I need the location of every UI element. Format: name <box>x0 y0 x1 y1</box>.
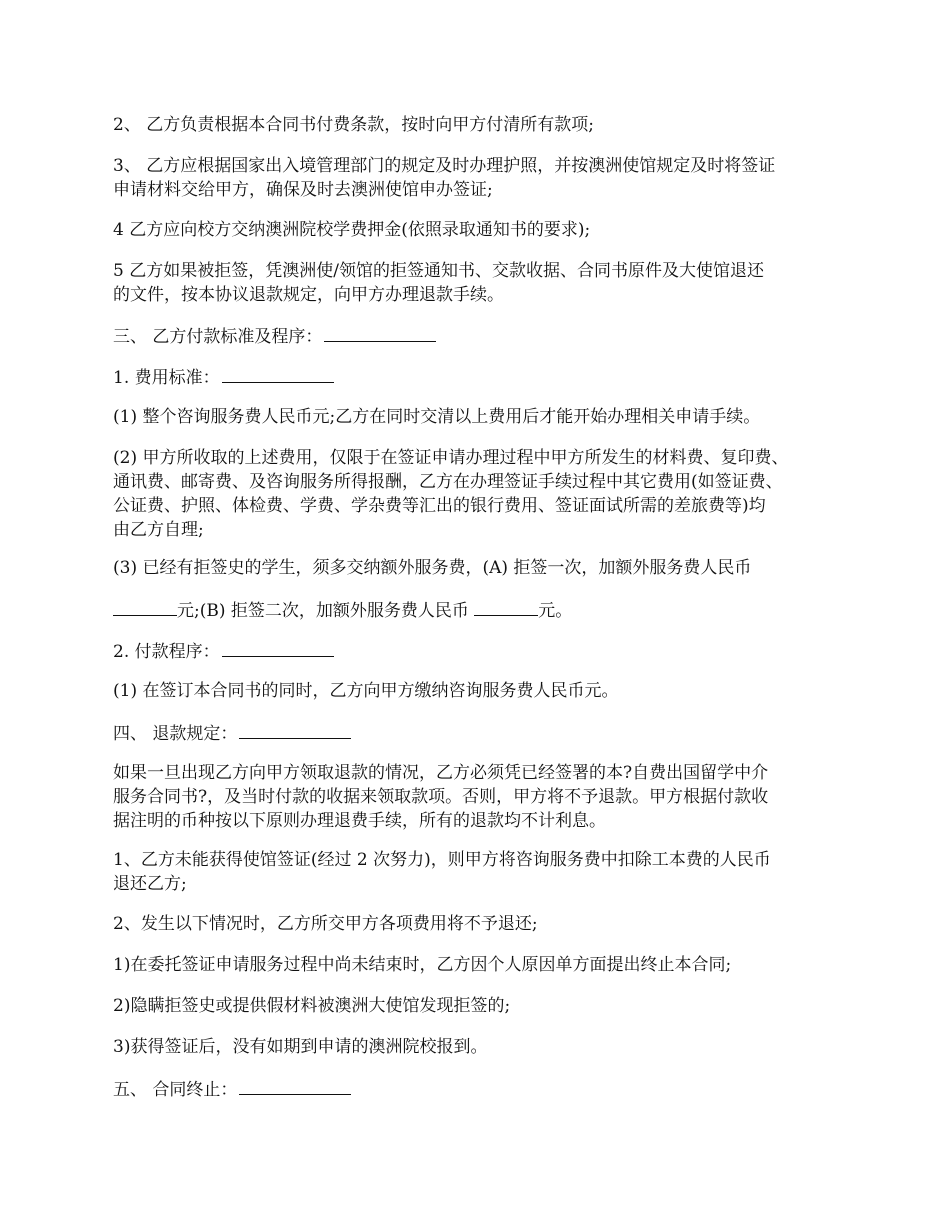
fill-in-blank <box>324 323 436 342</box>
paragraph-refund-case-2 <box>113 994 841 1018</box>
paragraph-refund-case-1 <box>113 953 841 977</box>
heading-text: 2. 付款程序： <box>113 642 220 662</box>
text-line: (1) 在签订本合同书的同时，乙方向甲方缴纳咨询服务费人民币元。 <box>113 681 619 701</box>
paragraph-fee-3-blanks <box>113 597 841 623</box>
text-line: 3、 乙方应根据国家出入境管理部门的规定及时办理护照，并按澳洲使馆规定及时将签证 <box>113 156 776 176</box>
fill-in-blank <box>222 364 334 383</box>
text-line: 3)获得签证后，没有如期到申请的澳洲院校报到。 <box>113 1037 488 1057</box>
paragraph-fee-1 <box>113 405 841 429</box>
text-line: 如果一旦出现乙方向甲方领取退款的情况，乙方必须凭已经签署的本?自费出国留学中介 <box>113 763 769 783</box>
paragraph-refund-intro <box>113 761 841 833</box>
heading-text: 1. 费用标准： <box>113 368 220 388</box>
paragraph-fee-3 <box>113 556 841 580</box>
text-line: (3) 已经有拒签史的学生，须多交纳额外服务费，(A) 拒签一次，加额外服务费人民币 <box>113 558 752 578</box>
fill-in-blank <box>474 597 538 616</box>
text-line: (2) 甲方所收取的上述费用，仅限于在签证申请办理过程中甲方所发生的材料费、复印费、 <box>113 448 789 468</box>
text-line: 2、 乙方负责根据本合同书付费条款，按时向甲方付清所有款项; <box>113 115 594 135</box>
heading-text: 三、 乙方付款标准及程序： <box>113 327 323 347</box>
text-line: 1、乙方未能获得使馆签证(经过 2 次努力)，则甲方将咨询服务费中扣除工本费的人民币 <box>113 850 771 870</box>
paragraph-refund-1 <box>113 848 841 896</box>
text-line: 据注明的币种按以下原则办理退费手续，所有的退款均不计利息。 <box>113 811 606 831</box>
text-segment: 元。 <box>538 601 573 621</box>
paragraph-obligation-3 <box>113 154 841 202</box>
paragraph-obligation-5 <box>113 259 841 307</box>
subheading-payment-procedure <box>113 638 841 664</box>
subheading-fee-standard <box>113 364 841 390</box>
text-line: 4 乙方应向校方交纳澳洲院校学费押金(依照录取通知书的要求); <box>113 220 591 240</box>
paragraph-refund-2 <box>113 912 841 936</box>
text-line: 服务合同书?，及当时付款的收据来领取款项。否则，甲方将不予退款。甲方根据付款收 <box>113 787 769 807</box>
paragraph-refund-case-3 <box>113 1035 841 1059</box>
text-segment: 元;(B) 拒签二次，加额外服务费人民币 <box>177 601 475 621</box>
section-heading-payment <box>113 323 841 349</box>
section-heading-refund <box>113 720 841 746</box>
heading-text: 四、 退款规定： <box>113 724 238 744</box>
fill-in-blank <box>222 638 334 657</box>
text-line: 通讯费、邮寄费、及咨询服务所得报酬，乙方在办理签证手续过程中其它费用(如签证费、 <box>113 472 783 492</box>
paragraph-obligation-4 <box>113 218 841 242</box>
fill-in-blank <box>113 597 177 616</box>
paragraph-fee-2 <box>113 446 841 542</box>
text-line: 5 乙方如果被拒签，凭澳洲使/领馆的拒签通知书、交款收据、合同书原件及大使馆退还 <box>113 261 764 281</box>
fill-in-blank <box>239 720 351 739</box>
paragraph-obligation-2 <box>113 113 841 137</box>
text-line: (1) 整个咨询服务费人民币元;乙方在同时交清以上费用后才能开始办理相关申请手续。 <box>113 407 761 427</box>
paragraph-procedure-1 <box>113 679 841 703</box>
text-line: 退还乙方; <box>113 874 187 894</box>
text-line: 2)隐瞒拒签史或提供假材料被澳洲大使馆发现拒签的; <box>113 996 511 1016</box>
text-line: 1)在委托签证申请服务过程中尚未结束时，乙方因个人原因单方面提出终止本合同; <box>113 955 732 975</box>
text-line: 2、发生以下情况时，乙方所交甲方各项费用将不予退还; <box>113 914 538 934</box>
section-heading-termination <box>113 1076 841 1102</box>
text-line: 由乙方自理; <box>113 520 204 540</box>
fill-in-blank <box>239 1076 351 1095</box>
text-line: 公证费、护照、体检费、学费、学杂费等汇出的银行费用、签证面试所需的差旅费等)均 <box>113 496 766 516</box>
text-line: 的文件，按本协议退款规定，向甲方办理退款手续。 <box>113 285 504 305</box>
heading-text: 五、 合同终止： <box>113 1080 238 1100</box>
text-line: 申请材料交给甲方，确保及时去澳洲使馆申办签证; <box>113 180 493 200</box>
